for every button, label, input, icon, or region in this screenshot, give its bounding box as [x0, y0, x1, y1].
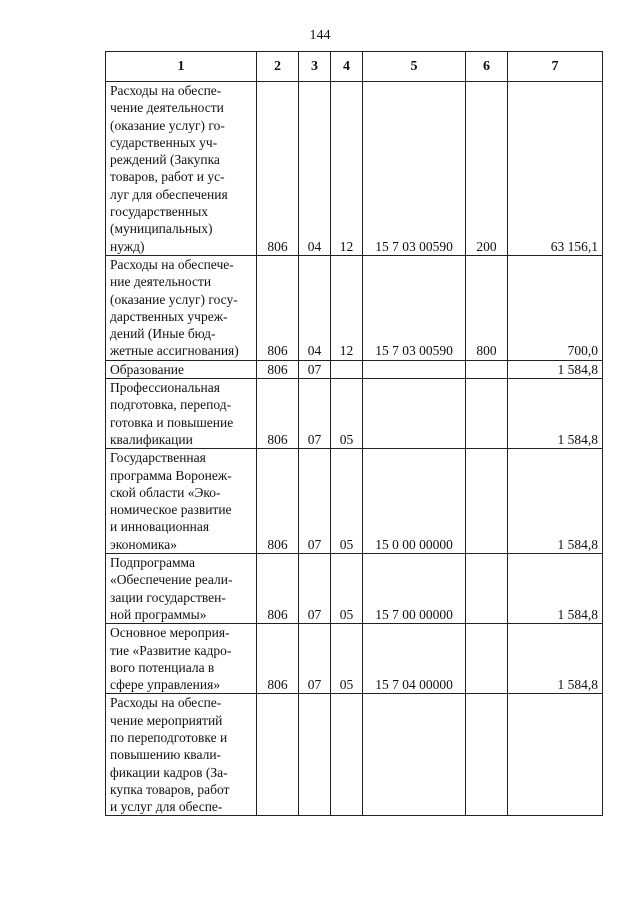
- row-description: [106, 379, 257, 449]
- ministry-code-cell: 806: [257, 554, 299, 624]
- row-description: [106, 449, 257, 554]
- ministry-code-cell: [257, 694, 299, 816]
- description-line: Основное мероприя-: [110, 625, 230, 641]
- table-row: [106, 379, 603, 449]
- subsection-code-cell: 05: [331, 554, 363, 624]
- ministry-code-cell: 806: [257, 379, 299, 449]
- description-line: тие «Развитие кадро-: [110, 642, 232, 658]
- header-col-5: 5: [363, 52, 466, 82]
- description-line: ной программы»: [110, 606, 207, 622]
- description-line: (оказание услуг) госу-: [110, 291, 238, 307]
- description-line: Государственная: [110, 450, 206, 466]
- description-line: ние деятельности: [110, 274, 212, 290]
- subsection-code-cell: 05: [331, 379, 363, 449]
- description-line: купка товаров, работ: [110, 781, 230, 797]
- target-article-cell: 15 0 00 00000: [363, 449, 466, 554]
- description-line: фикации кадров (За-: [110, 764, 228, 780]
- header-col-4: 4: [331, 52, 363, 82]
- row-description: [106, 360, 257, 378]
- description-line: Подпрограмма: [110, 555, 195, 571]
- header-col-6: 6: [466, 52, 508, 82]
- row-description: [106, 255, 257, 360]
- description-line: программа Воронеж-: [110, 467, 232, 483]
- subsection-code-cell: 12: [331, 255, 363, 360]
- table-row: [106, 554, 603, 624]
- description-line: чение мероприятий: [110, 712, 223, 728]
- target-article-cell: 15 7 04 00000: [363, 624, 466, 694]
- table-row: [106, 449, 603, 554]
- target-article-cell: 15 7 00 00000: [363, 554, 466, 624]
- description-line: экономика»: [110, 536, 177, 552]
- amount-cell: 700,0: [508, 255, 603, 360]
- description-line: Профессиональная: [110, 380, 220, 396]
- section-code-cell: 04: [299, 82, 331, 256]
- header-col-1: 1: [106, 52, 257, 82]
- expense-type-cell: [466, 379, 508, 449]
- section-code-cell: [299, 694, 331, 816]
- ministry-code-cell: 806: [257, 449, 299, 554]
- description-line: чение деятельности: [110, 100, 224, 116]
- description-line: сфере управления»: [110, 677, 221, 693]
- table-row: [106, 82, 603, 256]
- description-line: Образование: [110, 361, 184, 377]
- expense-type-cell: [466, 449, 508, 554]
- table-row: [106, 624, 603, 694]
- description-line: реждений (Закупка: [110, 152, 220, 168]
- description-line: Расходы на обеспе-: [110, 695, 222, 711]
- row-description: [106, 624, 257, 694]
- section-code-cell: 07: [299, 449, 331, 554]
- description-line: и услуг для обеспе-: [110, 799, 223, 815]
- header-col-2: 2: [257, 52, 299, 82]
- target-article-cell: 15 7 03 00590: [363, 82, 466, 256]
- section-code-cell: 04: [299, 255, 331, 360]
- header-col-7: 7: [508, 52, 603, 82]
- description-line: сударственных уч-: [110, 134, 218, 150]
- table-row: [106, 360, 603, 378]
- expense-type-cell: [466, 694, 508, 816]
- description-line: (оказание услуг) го-: [110, 117, 225, 133]
- target-article-cell: [363, 360, 466, 378]
- target-article-cell: 15 7 03 00590: [363, 255, 466, 360]
- description-line: ской области «Эко-: [110, 484, 221, 500]
- description-line: нужд): [110, 238, 145, 254]
- expense-type-cell: [466, 554, 508, 624]
- subsection-code-cell: 05: [331, 624, 363, 694]
- section-code-cell: 07: [299, 360, 331, 378]
- table-row: [106, 694, 603, 816]
- subsection-code-cell: 12: [331, 82, 363, 256]
- amount-cell: 63 156,1: [508, 82, 603, 256]
- description-line: готовка и повышение: [110, 414, 234, 430]
- description-line: дарственных учреж-: [110, 308, 228, 324]
- description-line: подготовка, перепод-: [110, 397, 232, 413]
- description-line: Расходы на обеспе-: [110, 83, 222, 98]
- ministry-code-cell: 806: [257, 255, 299, 360]
- row-description: [106, 82, 257, 256]
- budget-table: [105, 51, 603, 816]
- description-line: зации государствен-: [110, 589, 226, 605]
- row-description: [106, 554, 257, 624]
- description-line: жетные ассигнования): [110, 343, 239, 359]
- ministry-code-cell: 806: [257, 82, 299, 256]
- amount-cell: 1 584,8: [508, 554, 603, 624]
- description-line: луг для обеспечения: [110, 186, 228, 202]
- description-line: вого потенциала в: [110, 659, 215, 675]
- amount-cell: 1 584,8: [508, 449, 603, 554]
- target-article-cell: [363, 379, 466, 449]
- subsection-code-cell: 05: [331, 449, 363, 554]
- table-row: [106, 255, 603, 360]
- row-description: [106, 694, 257, 816]
- section-code-cell: 07: [299, 554, 331, 624]
- expense-type-cell: 200: [466, 82, 508, 256]
- expense-type-cell: [466, 624, 508, 694]
- description-line: по переподготовке и: [110, 729, 228, 745]
- ministry-code-cell: 806: [257, 624, 299, 694]
- amount-cell: 1 584,8: [508, 379, 603, 449]
- description-line: дений (Иные бюд-: [110, 326, 216, 342]
- description-line: товаров, работ и ус-: [110, 169, 225, 185]
- subsection-code-cell: [331, 360, 363, 378]
- page-number: 144: [309, 28, 331, 43]
- description-line: номическое развитие: [110, 502, 232, 518]
- header-col-3: 3: [299, 52, 331, 82]
- section-code-cell: 07: [299, 624, 331, 694]
- description-line: (муниципальных): [110, 221, 213, 237]
- header-row: [106, 52, 603, 82]
- subsection-code-cell: [331, 694, 363, 816]
- amount-cell: 1 584,8: [508, 360, 603, 378]
- description-line: «Обеспечение реали-: [110, 572, 233, 588]
- expense-type-cell: 800: [466, 255, 508, 360]
- description-line: Расходы на обеспече-: [110, 256, 234, 272]
- amount-cell: [508, 694, 603, 816]
- target-article-cell: [363, 694, 466, 816]
- expense-type-cell: [466, 360, 508, 378]
- ministry-code-cell: 806: [257, 360, 299, 378]
- amount-cell: 1 584,8: [508, 624, 603, 694]
- section-code-cell: 07: [299, 379, 331, 449]
- description-line: и инновационная: [110, 519, 210, 535]
- description-line: государственных: [110, 204, 209, 220]
- description-line: повышению квали-: [110, 747, 222, 763]
- description-line: квалификации: [110, 431, 193, 447]
